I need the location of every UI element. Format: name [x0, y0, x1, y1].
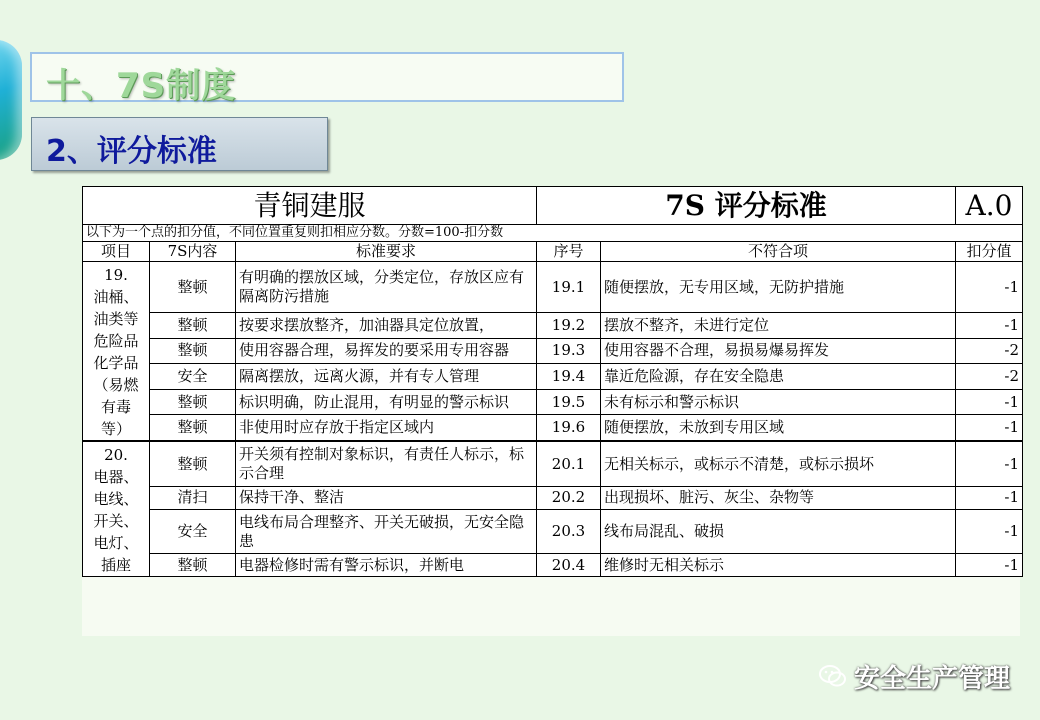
seq-cell: 19.4	[537, 364, 601, 390]
table-row	[83, 262, 1023, 313]
seq-cell: 20.1	[537, 441, 601, 487]
table-row	[83, 509, 1023, 554]
standard-cell: 非使用时应存放于指定区域内	[236, 415, 537, 441]
slide-title: 十、7S制度	[46, 66, 237, 106]
scoring-note: 以下为一个点的扣分值，不同位置重复则扣相应分数。分数=100-扣分数	[83, 225, 1023, 242]
table-row	[83, 364, 1023, 390]
col-header-item: 项目	[83, 242, 150, 262]
issue-cell: 摆放不整齐，未进行定位	[601, 313, 956, 339]
table-row	[83, 441, 1023, 487]
corner-decoration	[0, 40, 22, 160]
slide-subtitle: 2、评分标准	[46, 134, 217, 169]
score-cell: -1	[956, 487, 1023, 509]
table-row	[83, 389, 1023, 415]
version-label: A.0	[956, 187, 1023, 225]
issue-cell: 随便摆放，无专用区域，无防护措施	[601, 262, 956, 313]
col-header-content: 7S内容	[150, 242, 236, 262]
table-row	[83, 487, 1023, 509]
content-cell: 整顿	[150, 441, 236, 487]
seq-cell: 20.2	[537, 487, 601, 509]
content-cell: 整顿	[150, 415, 236, 441]
issue-cell: 靠近危险源，存在安全隐患	[601, 364, 956, 390]
score-cell: -1	[956, 313, 1023, 339]
content-cell: 安全	[150, 509, 236, 554]
col-header-score: 扣分值	[956, 242, 1023, 262]
standard-cell: 电线布局合理整齐、开关无破损，无安全隐患	[236, 509, 537, 554]
content-cell: 整顿	[150, 338, 236, 364]
col-header-seq: 序号	[537, 242, 601, 262]
standard-cell: 开关须有控制对象标识，有责任人标示，标示合理	[236, 441, 537, 487]
score-cell: -1	[956, 554, 1023, 577]
standard-cell: 电器检修时需有警示标识，并断电	[236, 554, 537, 577]
standard-cell: 按要求摆放整齐，加油器具定位放置，	[236, 313, 537, 339]
score-cell: -1	[956, 262, 1023, 313]
score-cell: -1	[956, 415, 1023, 441]
standard-cell: 隔离摆放，远离火源，并有专人管理	[236, 364, 537, 390]
issue-cell: 使用容器不合理，易损易爆易挥发	[601, 338, 956, 364]
seq-cell: 20.3	[537, 509, 601, 554]
score-cell: -1	[956, 389, 1023, 415]
seq-cell: 19.3	[537, 338, 601, 364]
header-row	[83, 242, 1023, 262]
content-cell: 整顿	[150, 313, 236, 339]
standard-cell: 保持干净、整洁	[236, 487, 537, 509]
table-row	[83, 554, 1023, 577]
company-name: 青铜建服	[83, 187, 537, 225]
slide-title-box	[30, 52, 624, 106]
content-cell: 整顿	[150, 262, 236, 313]
standard-cell: 有明确的摆放区域，分类定位，存放区应有隔离防污措施	[236, 262, 537, 313]
sheet-background	[82, 576, 1020, 636]
table-row	[83, 338, 1023, 364]
content-cell: 整顿	[150, 389, 236, 415]
wechat-icon	[818, 663, 848, 689]
seq-cell: 19.2	[537, 313, 601, 339]
score-cell: -2	[956, 364, 1023, 390]
seq-cell: 19.1	[537, 262, 601, 313]
scoring-table	[82, 186, 1023, 577]
issue-cell: 维修时无相关标示	[601, 554, 956, 577]
watermark-text: 安全生产管理	[854, 663, 1011, 694]
score-cell: -2	[956, 338, 1023, 364]
col-header-issue: 不符合项	[601, 242, 956, 262]
subtitle-box	[31, 117, 328, 171]
seq-cell: 20.4	[537, 554, 601, 577]
watermark	[818, 658, 1010, 694]
issue-cell: 随便摆放，未放到专用区域	[601, 415, 956, 441]
seq-cell: 19.6	[537, 415, 601, 441]
col-header-standard: 标准要求	[236, 242, 537, 262]
table-row	[83, 415, 1023, 441]
standard-cell: 使用容器合理，易挥发的要采用专用容器	[236, 338, 537, 364]
issue-cell: 无相关标示，或标示不清楚，或标示损坏	[601, 441, 956, 487]
score-cell: -1	[956, 509, 1023, 554]
score-cell: -1	[956, 441, 1023, 487]
issue-cell: 线布局混乱、破损	[601, 509, 956, 554]
issue-cell: 未有标示和警示标识	[601, 389, 956, 415]
table-row	[83, 313, 1023, 339]
sheet-name: 7S 评分标准	[537, 187, 956, 225]
content-cell: 安全	[150, 364, 236, 390]
item-category: 20. 电器、 电线、 开关、 电灯、 插座	[83, 441, 150, 577]
content-cell: 清扫	[150, 487, 236, 509]
item-category: 19. 油桶、 油类等 危险品 化学品 （易燃 有毒 等）	[83, 262, 150, 442]
seq-cell: 19.5	[537, 389, 601, 415]
content-cell: 整顿	[150, 554, 236, 577]
issue-cell: 出现损坏、脏污、灰尘、杂物等	[601, 487, 956, 509]
standard-cell: 标识明确，防止混用，有明显的警示标识	[236, 389, 537, 415]
